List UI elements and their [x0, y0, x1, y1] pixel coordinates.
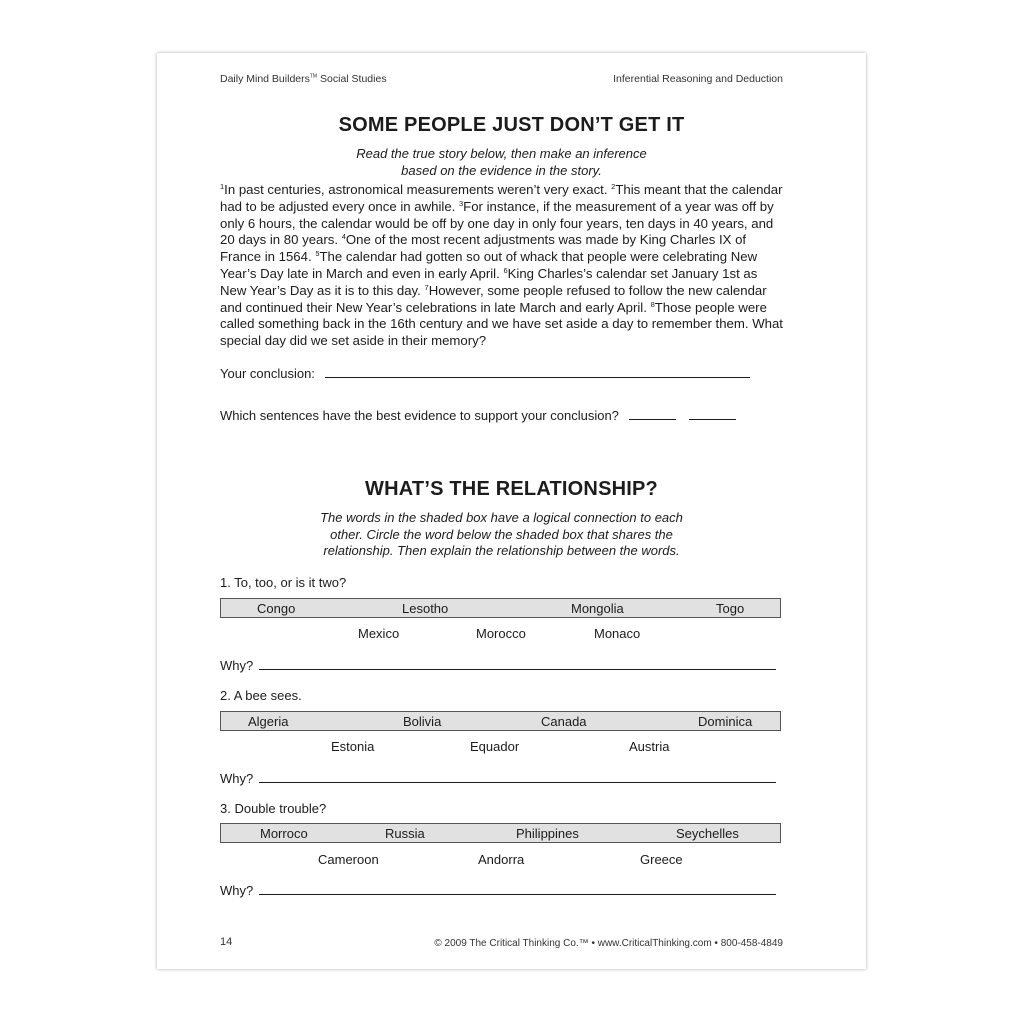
story-sentence: Those people were called something back in the 16th century and we have set aside a day to remember them. What special day did we set aside in their memory?	[220, 299, 783, 349]
why-answer-line[interactable]	[259, 658, 776, 670]
sentence-number: 1	[220, 182, 225, 191]
question-1-why-row	[220, 658, 776, 673]
shaded-word: Togo	[716, 601, 745, 616]
conclusion-answer-line[interactable]	[325, 366, 750, 378]
shaded-word: Morroco	[260, 826, 308, 841]
why-label: Why?	[220, 658, 254, 673]
question-1-shaded-box	[220, 598, 781, 618]
header-subject: Social Studies	[317, 73, 387, 85]
section1-instructions	[157, 146, 846, 179]
question-2-prompt: 2. A bee sees.	[220, 688, 302, 703]
shaded-word: Algeria	[248, 714, 289, 729]
page-number: 14	[220, 936, 233, 948]
shaded-word: Congo	[257, 601, 296, 616]
section2-title: WHAT’S THE RELATIONSHIP?	[365, 478, 658, 500]
story-paragraph	[220, 182, 786, 350]
story-sentence: However, some people refused to follow the new calendar and continued their New Year’s celebrations in late March and early April.	[220, 282, 767, 315]
why-label: Why?	[220, 771, 254, 786]
section2-instructions	[157, 510, 846, 560]
question-3-prompt: 3. Double trouble?	[220, 801, 327, 816]
question-1-prompt: 1. To, too, or is it two?	[220, 575, 347, 590]
evidence-label: Which sentences have the best evidence to support your conclusion?	[220, 408, 619, 423]
header-topic: Inferential Reasoning and Deduction	[613, 73, 783, 85]
sentence-number: 4	[341, 232, 346, 242]
answer-option[interactable]: Estonia	[331, 739, 375, 754]
section1-title: SOME PEOPLE JUST DON’T GET IT	[338, 114, 685, 136]
answer-option[interactable]: Equador	[470, 739, 520, 754]
why-answer-line[interactable]	[259, 771, 776, 783]
story-sentence: One of the most recent adjustments was made by King Charles IX of France in 1564.	[220, 232, 747, 265]
header-series	[220, 73, 387, 85]
why-label: Why?	[220, 883, 254, 898]
sentence-number: 8	[650, 299, 655, 309]
sentence-number: 2	[611, 182, 616, 191]
header-series-name: Daily Mind Builders	[220, 73, 310, 85]
question-2-shaded-box	[220, 711, 781, 731]
instruction-line: other. Circle the word below the shaded box that shares the	[330, 526, 673, 542]
story-sentence: For instance, if the measurement of a year was off by only 6 hours, the calendar would be off by one day in only four years, ten days in 40 years, and 20 days in 80 years.	[220, 198, 774, 248]
shaded-word: Philippines	[516, 826, 579, 841]
copyright-line: © 2009 The Critical Thinking Co.™ • www.CriticalThinking.com • 800-458-4849	[434, 938, 783, 949]
instruction-line: based on the evidence in the story.	[401, 162, 602, 178]
story-sentence: King Charles’s calendar set January 1st as New Year’s Day as it is to this day.	[220, 265, 758, 298]
answer-option[interactable]: Morocco	[476, 626, 526, 641]
shaded-word: Russia	[385, 826, 425, 841]
question-2-why-row	[220, 771, 776, 786]
shaded-word: Bolivia	[403, 714, 442, 729]
evidence-answer-line-2[interactable]	[689, 408, 736, 420]
evidence-row	[220, 408, 736, 423]
trademark-mark: TM	[309, 73, 318, 80]
answer-option[interactable]: Greece	[640, 852, 683, 867]
shaded-word: Seychelles	[676, 826, 739, 841]
sentence-number: 5	[315, 249, 320, 259]
story-sentence: The calendar had gotten so out of whack that people were celebrating New Year’s Day late in March and even in early April.	[220, 249, 758, 281]
evidence-answer-line-1[interactable]	[629, 408, 676, 420]
question-3-why-row	[220, 883, 776, 898]
answer-option[interactable]: Monaco	[594, 626, 641, 641]
sentence-number: 6	[503, 265, 508, 275]
instruction-line: The words in the shaded box have a logical connection to each	[320, 510, 683, 525]
conclusion-row	[220, 366, 750, 381]
sentence-number: 7	[424, 282, 429, 292]
answer-option[interactable]: Cameroon	[318, 852, 379, 867]
shaded-word: Mongolia	[571, 601, 624, 616]
shaded-word: Canada	[541, 714, 587, 729]
shaded-word: Dominica	[698, 714, 753, 729]
answer-option[interactable]: Andorra	[478, 852, 525, 867]
instruction-line: relationship. Then explain the relationship between the words.	[323, 543, 680, 558]
story-sentence: This meant that the calendar had to be adjusted every once in awhile.	[220, 182, 783, 214]
shaded-word: Lesotho	[402, 601, 449, 616]
instruction-line: Read the true story below, then make an inference	[356, 146, 647, 161]
sentence-number: 3	[459, 198, 464, 208]
answer-option[interactable]: Mexico	[358, 626, 400, 641]
story-sentence: In past centuries, astronomical measurements weren’t very exact.	[224, 182, 612, 197]
why-answer-line[interactable]	[259, 883, 776, 895]
worksheet-page	[157, 53, 866, 969]
conclusion-label: Your conclusion:	[220, 366, 315, 381]
question-3-shaded-box	[220, 823, 781, 843]
answer-option[interactable]: Austria	[629, 739, 670, 754]
